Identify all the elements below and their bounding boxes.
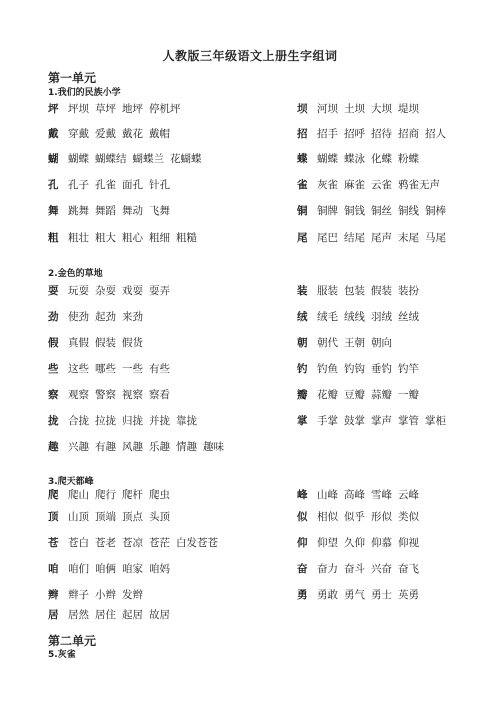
character: 居 xyxy=(48,609,59,621)
word: 情趣 xyxy=(176,441,197,453)
word: 铜棒 xyxy=(425,205,446,217)
word: 耍弄 xyxy=(149,285,170,297)
word: 鸦雀无声 xyxy=(398,179,440,191)
word: 粗糙 xyxy=(176,232,197,244)
word: 风趣 xyxy=(122,441,143,453)
word: 来劲 xyxy=(122,311,143,323)
word: 孔雀 xyxy=(95,179,116,191)
character: 雀 xyxy=(297,179,308,191)
word: 掌声 xyxy=(371,415,392,427)
lesson-heading-2: 2.金色的草地 xyxy=(48,269,103,279)
word: 草坪 xyxy=(95,103,116,115)
word: 咱妈 xyxy=(149,563,170,575)
character: 绒 xyxy=(297,311,308,323)
word: 装扮 xyxy=(398,285,419,297)
word: 服装 xyxy=(317,285,338,297)
lesson-heading-5: 5.灰雀 xyxy=(48,650,76,660)
word-row xyxy=(48,336,149,350)
word: 顶点 xyxy=(122,511,143,523)
word: 针孔 xyxy=(149,179,170,191)
word: 并拢 xyxy=(149,415,170,427)
word: 趣味 xyxy=(203,441,224,453)
character: 假 xyxy=(48,337,59,349)
word: 玩耍 xyxy=(68,285,89,297)
word: 勇士 xyxy=(371,589,392,601)
word: 粗大 xyxy=(95,232,116,244)
character: 舞 xyxy=(48,205,59,217)
word: 丝绒 xyxy=(398,311,419,323)
word: 形似 xyxy=(371,511,392,523)
word: 仰视 xyxy=(398,537,419,549)
word: 山峰 xyxy=(317,489,338,501)
word: 蝴蝶结 xyxy=(95,153,127,165)
word: 地坪 xyxy=(122,103,143,115)
word-row xyxy=(48,310,149,324)
word: 掌柜 xyxy=(425,415,446,427)
word: 爬虫 xyxy=(149,489,170,501)
character: 坪 xyxy=(48,103,59,115)
word: 视察 xyxy=(122,389,143,401)
word: 花瓣 xyxy=(317,389,338,401)
word: 合拢 xyxy=(68,415,89,427)
word: 杂耍 xyxy=(95,285,116,297)
character: 趣 xyxy=(48,441,59,453)
word-row xyxy=(297,488,425,502)
word: 铜牌 xyxy=(317,205,338,217)
word: 铜丝 xyxy=(371,205,392,217)
word-row xyxy=(48,562,176,576)
word: 爬山 xyxy=(68,489,89,501)
word: 招商 xyxy=(398,128,419,140)
word: 舞蹈 xyxy=(95,205,116,217)
word: 假货 xyxy=(122,337,143,349)
word-row xyxy=(48,608,176,622)
word: 一些 xyxy=(122,363,143,375)
word: 蝶泳 xyxy=(344,153,365,165)
word: 招待 xyxy=(371,128,392,140)
lesson-heading-3: 3.爬天都峰 xyxy=(48,477,94,487)
word: 山顶 xyxy=(68,511,89,523)
word-row xyxy=(48,536,224,550)
word: 顶端 xyxy=(95,511,116,523)
word: 爱戴 xyxy=(95,128,116,140)
character: 顶 xyxy=(48,511,59,523)
word: 乐趣 xyxy=(149,441,170,453)
word: 相似 xyxy=(317,511,338,523)
word-row xyxy=(48,127,176,141)
word: 咱们 xyxy=(68,563,89,575)
word-row xyxy=(48,488,176,502)
word-row xyxy=(297,127,452,141)
unit-heading-2: 第二单元 xyxy=(48,634,97,648)
word: 粗心 xyxy=(122,232,143,244)
word-row xyxy=(48,440,230,454)
character: 朝 xyxy=(297,337,308,349)
word: 钓钩 xyxy=(344,363,365,375)
word: 使劲 xyxy=(68,311,89,323)
word-row xyxy=(297,178,446,192)
character: 戴 xyxy=(48,128,59,140)
word: 哪些 xyxy=(95,363,116,375)
character: 爬 xyxy=(48,489,59,501)
character: 仰 xyxy=(297,537,308,549)
word: 钓竿 xyxy=(398,363,419,375)
word: 蝴蝶 xyxy=(317,153,338,165)
word: 奋斗 xyxy=(344,563,365,575)
word: 发辫 xyxy=(122,589,143,601)
word-row xyxy=(48,414,203,428)
word: 起劲 xyxy=(95,311,116,323)
word: 粗细 xyxy=(149,232,170,244)
word-row xyxy=(48,284,176,298)
word: 一瓣 xyxy=(398,389,419,401)
word: 云峰 xyxy=(398,489,419,501)
word-row xyxy=(297,336,398,350)
word-row xyxy=(48,152,208,166)
word: 花蝴蝶 xyxy=(170,153,202,165)
word: 久仰 xyxy=(344,537,365,549)
word: 蝴蝶 xyxy=(68,153,89,165)
word: 招人 xyxy=(425,128,446,140)
word: 绒线 xyxy=(344,311,365,323)
word: 假装 xyxy=(371,285,392,297)
character: 奋 xyxy=(297,563,308,575)
word-row xyxy=(297,510,425,524)
word: 戴花 xyxy=(122,128,143,140)
word: 仰慕 xyxy=(371,537,392,549)
page-title: 人教版三年级语文上册生字组词 xyxy=(162,49,338,63)
word: 垂钓 xyxy=(371,363,392,375)
word: 手掌 xyxy=(317,415,338,427)
word: 面孔 xyxy=(122,179,143,191)
word-row xyxy=(297,284,425,298)
character: 蝴 xyxy=(48,153,59,165)
word: 麻雀 xyxy=(344,179,365,191)
word: 蝴蝶兰 xyxy=(132,153,164,165)
character: 钓 xyxy=(297,363,308,375)
word: 鼓掌 xyxy=(344,415,365,427)
word: 铜线 xyxy=(398,205,419,217)
word: 爬杆 xyxy=(122,489,143,501)
word: 豆瓣 xyxy=(344,389,365,401)
word-row xyxy=(48,362,176,376)
word: 居住 xyxy=(95,609,116,621)
word: 戴帽 xyxy=(149,128,170,140)
word: 粗壮 xyxy=(68,232,89,244)
word: 羽绒 xyxy=(371,311,392,323)
word: 苍凉 xyxy=(122,537,143,549)
word: 奋飞 xyxy=(398,563,419,575)
word: 观察 xyxy=(68,389,89,401)
word: 归拢 xyxy=(122,415,143,427)
word-row xyxy=(48,204,176,218)
word-row xyxy=(48,231,203,245)
word: 铜钱 xyxy=(344,205,365,217)
word: 孔子 xyxy=(68,179,89,191)
character: 粗 xyxy=(48,232,59,244)
word-row xyxy=(297,388,425,402)
word: 起居 xyxy=(122,609,143,621)
word: 似乎 xyxy=(344,511,365,523)
character: 些 xyxy=(48,363,59,375)
word: 坪坝 xyxy=(68,103,89,115)
word-row xyxy=(297,562,425,576)
character: 辫 xyxy=(48,589,59,601)
word: 马尾 xyxy=(425,232,446,244)
word: 掌管 xyxy=(398,415,419,427)
word: 类似 xyxy=(398,511,419,523)
word: 仰望 xyxy=(317,537,338,549)
character: 劲 xyxy=(48,311,59,323)
word: 包装 xyxy=(344,285,365,297)
character: 勇 xyxy=(297,589,308,601)
word-row xyxy=(297,414,452,428)
word: 尾声 xyxy=(371,232,392,244)
word: 绒毛 xyxy=(317,311,338,323)
character: 拢 xyxy=(48,415,59,427)
word: 白发苍苍 xyxy=(176,537,218,549)
word: 有趣 xyxy=(95,441,116,453)
word-row xyxy=(297,231,452,245)
word-row xyxy=(48,588,149,602)
unit-heading-1: 第一单元 xyxy=(48,71,97,85)
character: 孔 xyxy=(48,179,59,191)
word: 勇气 xyxy=(344,589,365,601)
word: 这些 xyxy=(68,363,89,375)
word-row xyxy=(48,178,176,192)
character: 掌 xyxy=(297,415,308,427)
word: 飞舞 xyxy=(149,205,170,217)
word-row xyxy=(297,152,425,166)
word: 居然 xyxy=(68,609,89,621)
character: 似 xyxy=(297,511,308,523)
word: 咱俩 xyxy=(95,563,116,575)
word: 故居 xyxy=(149,609,170,621)
word: 拉拢 xyxy=(95,415,116,427)
character: 装 xyxy=(297,285,308,297)
word: 堤坝 xyxy=(398,103,419,115)
word: 末尾 xyxy=(398,232,419,244)
word: 苍白 xyxy=(68,537,89,549)
word: 头顶 xyxy=(149,511,170,523)
word: 小辫 xyxy=(95,589,116,601)
word: 化蝶 xyxy=(371,153,392,165)
word: 辫子 xyxy=(68,589,89,601)
word: 大坝 xyxy=(371,103,392,115)
word: 兴奋 xyxy=(371,563,392,575)
word-row xyxy=(297,536,425,550)
word: 蒜瓣 xyxy=(371,389,392,401)
word: 云雀 xyxy=(371,179,392,191)
character: 耍 xyxy=(48,285,59,297)
word: 爬行 xyxy=(95,489,116,501)
word: 英勇 xyxy=(398,589,419,601)
character: 铜 xyxy=(297,205,308,217)
word: 灰雀 xyxy=(317,179,338,191)
word: 土坝 xyxy=(344,103,365,115)
word: 跳舞 xyxy=(68,205,89,217)
word: 察看 xyxy=(149,389,170,401)
character: 招 xyxy=(297,128,308,140)
word-row xyxy=(48,510,176,524)
word: 靠拢 xyxy=(176,415,197,427)
word-row xyxy=(297,204,452,218)
word: 尾巴 xyxy=(317,232,338,244)
word-row xyxy=(48,388,176,402)
word: 河坝 xyxy=(317,103,338,115)
word: 戏耍 xyxy=(122,285,143,297)
word: 奋力 xyxy=(317,563,338,575)
word: 兴趣 xyxy=(68,441,89,453)
lesson-heading-1: 1.我们的民族小学 xyxy=(48,88,121,98)
character: 尾 xyxy=(297,232,308,244)
word: 穿戴 xyxy=(68,128,89,140)
word: 粉蝶 xyxy=(398,153,419,165)
character: 苍 xyxy=(48,537,59,549)
word: 招呼 xyxy=(344,128,365,140)
character: 察 xyxy=(48,389,59,401)
character: 瓣 xyxy=(297,389,308,401)
word-row xyxy=(297,102,425,116)
character: 蝶 xyxy=(297,153,308,165)
word: 朝向 xyxy=(371,337,392,349)
word: 舞动 xyxy=(122,205,143,217)
word-row xyxy=(297,362,425,376)
word: 警察 xyxy=(95,389,116,401)
word: 假装 xyxy=(95,337,116,349)
word: 咱家 xyxy=(122,563,143,575)
character: 峰 xyxy=(297,489,308,501)
word: 王朝 xyxy=(344,337,365,349)
character: 坝 xyxy=(297,103,308,115)
word: 停机坪 xyxy=(149,103,181,115)
word: 真假 xyxy=(68,337,89,349)
word: 高峰 xyxy=(344,489,365,501)
word: 有些 xyxy=(149,363,170,375)
word: 雪峰 xyxy=(371,489,392,501)
word-row xyxy=(297,588,425,602)
word: 苍茫 xyxy=(149,537,170,549)
word: 结尾 xyxy=(344,232,365,244)
word: 苍老 xyxy=(95,537,116,549)
word-row xyxy=(48,102,187,116)
word: 勇敢 xyxy=(317,589,338,601)
word: 钓鱼 xyxy=(317,363,338,375)
character: 咱 xyxy=(48,563,59,575)
word: 招手 xyxy=(317,128,338,140)
word: 朝代 xyxy=(317,337,338,349)
word-row xyxy=(297,310,425,324)
